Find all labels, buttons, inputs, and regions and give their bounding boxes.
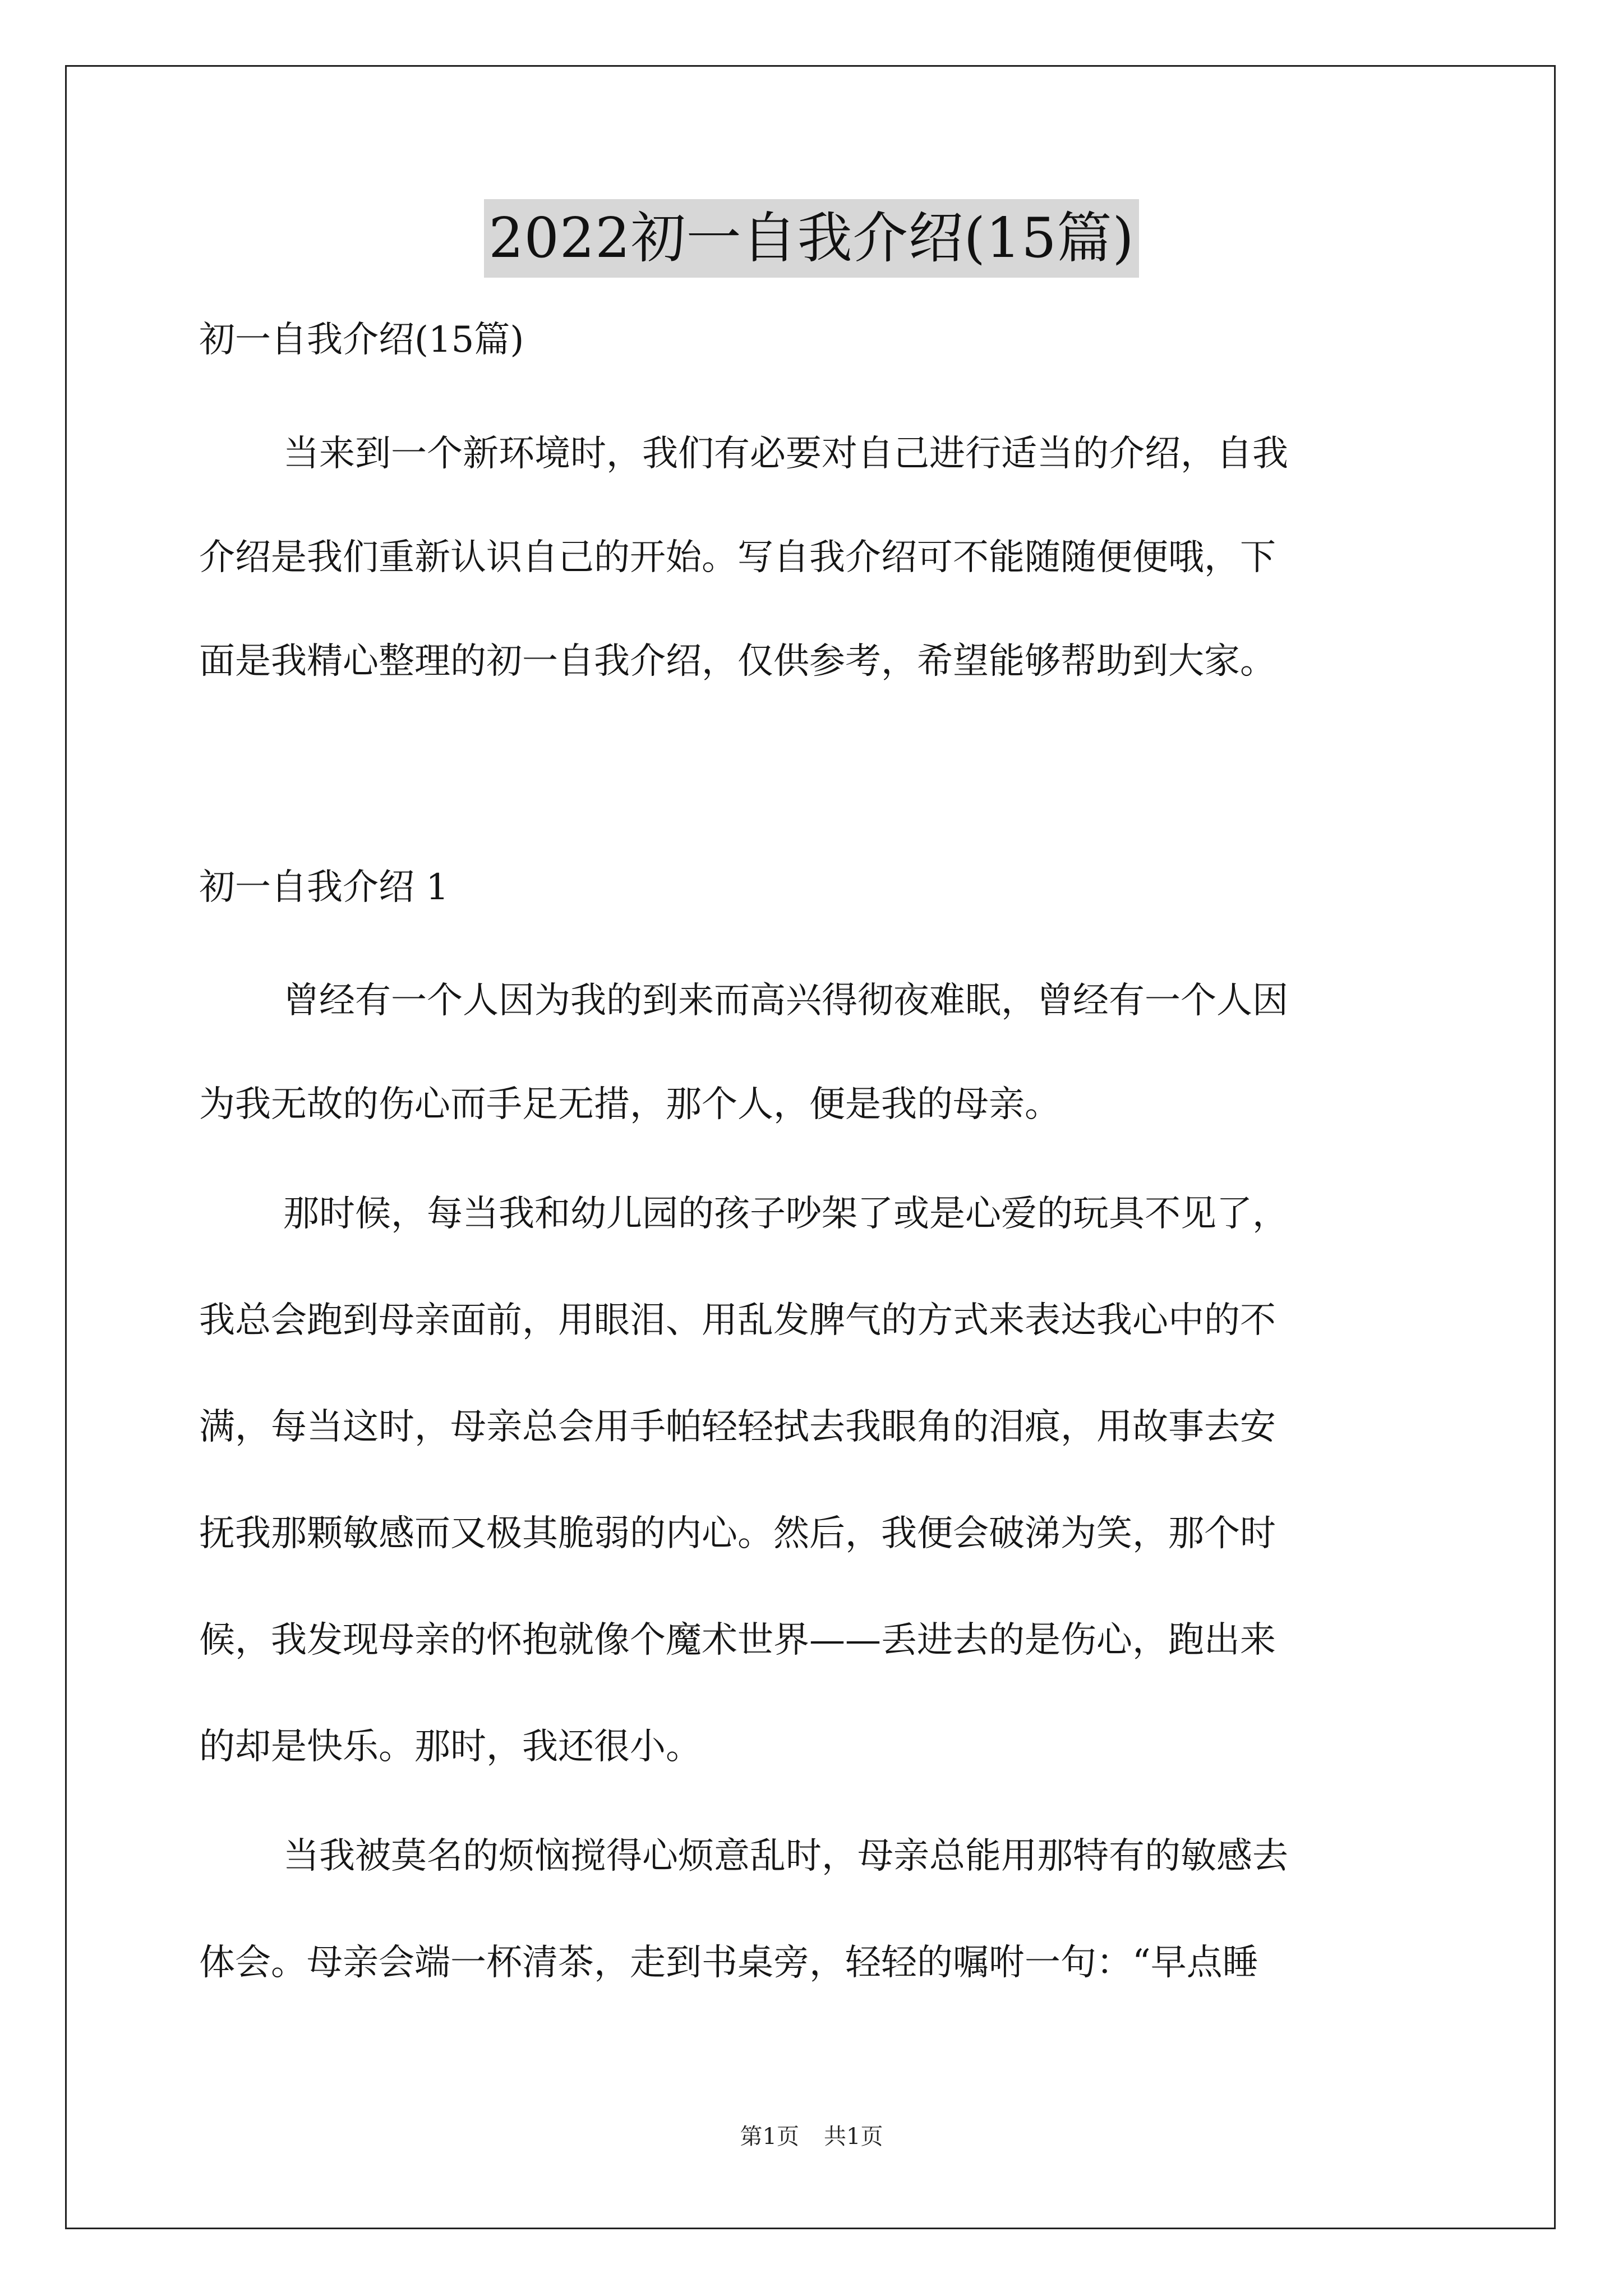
paragraph-line: 那时候，每当我和幼儿园的孩子吵架了或是心爱的玩具不见了，	[283, 1193, 1288, 1235]
page-number: 第1页	[740, 2124, 799, 2150]
paragraph-line: 的却是快乐。那时，我还很小。	[199, 1726, 702, 1768]
document-subtitle: 初一自我介绍(15篇)	[199, 319, 524, 361]
paragraph-line: 曾经有一个人因为我的到来而高兴得彻夜难眠，曾经有一个人因	[283, 980, 1288, 1022]
intro-line: 当来到一个新环境时，我们有必要对自己进行适当的介绍，自我	[283, 433, 1288, 475]
paragraph-line: 体会。母亲会端一杯清茶，走到书桌旁，轻轻的嘱咐一句：“早点睡	[199, 1942, 1258, 1984]
page-total: 共1页	[824, 2124, 883, 2150]
document-title: 2022初一自我介绍(15篇)	[484, 199, 1139, 278]
paragraph-line: 当我被莫名的烦恼搅得心烦意乱时，母亲总能用那特有的敏感去	[283, 1835, 1288, 1877]
page-border	[65, 65, 1556, 2229]
paragraph-line: 候，我发现母亲的怀抱就像个魔术世界——丢进去的是伤心，跑出来	[199, 1619, 1276, 1661]
paragraph-line: 满，每当这时，母亲总会用手帕轻轻拭去我眼角的泪痕，用故事去安	[199, 1406, 1276, 1448]
title-container	[0, 199, 1623, 278]
paragraph-line: 为我无故的伤心而手足无措，那个人，便是我的母亲。	[199, 1084, 1061, 1125]
paragraph-line: 抚我那颗敏感而又极其脆弱的内心。然后，我便会破涕为笑，那个时	[199, 1513, 1276, 1554]
paragraph-line: 我总会跑到母亲面前，用眼泪、用乱发脾气的方式来表达我心中的不	[199, 1300, 1276, 1341]
page-footer	[0, 2122, 1623, 2152]
intro-line: 介绍是我们重新认识自己的开始。写自我介绍可不能随随便便哦，下	[199, 537, 1276, 578]
intro-line: 面是我精心整理的初一自我介绍，仅供参考，希望能够帮助到大家。	[199, 641, 1276, 682]
section-heading: 初一自我介绍 1	[199, 867, 449, 908]
